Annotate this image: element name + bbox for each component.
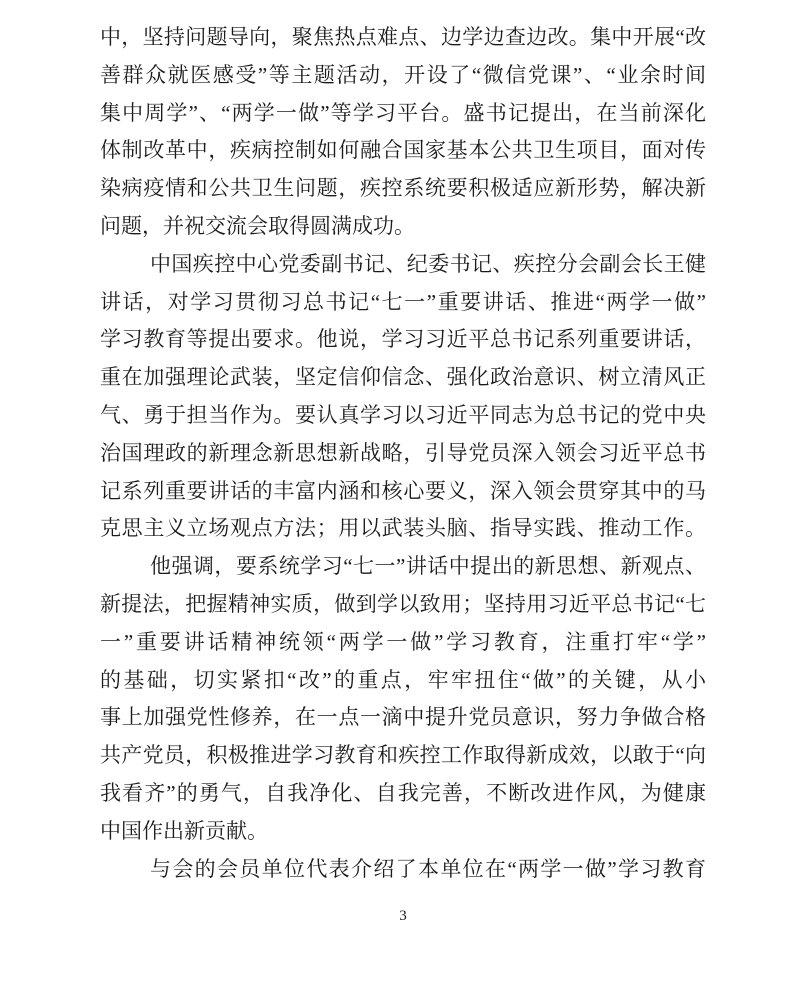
text-line: 染病疫情和公共卫生问题，疾控系统要积极适应新形势，解决新 (100, 176, 706, 201)
text-line: 中国疾控中心党委副书记、纪委书记、疾控分会副会长王健 (150, 251, 706, 276)
text-line: 克思主义立场观点方法；用以武装头脑、指导实践、推动工作。 (100, 516, 706, 541)
text-line: 问题，并祝交流会取得圆满成功。 (100, 213, 415, 238)
text-line: 的基础，切实紧扣“改”的重点，牢牢扭住“做”的关键，从小 (100, 667, 706, 692)
text-line: 新提法，把握精神实质，做到学以致用；坚持用习近平总书记“七 (100, 591, 706, 616)
text-line: 气、勇于担当作为。要认真学习以习近平同志为总书记的党中央 (100, 402, 706, 427)
text-line: 集中周学”、“两学一做”等学习平台。盛书记提出，在当前深化 (100, 100, 706, 125)
text-line: 与会的会员单位代表介绍了本单位在“两学一做”学习教育 (150, 856, 706, 881)
text-line: 他强调，要系统学习“七一”讲话中提出的新思想、新观点、 (150, 554, 706, 579)
text-line: 中，坚持问题导向，聚焦热点难点、边学边查边改。集中开展“改 (100, 25, 706, 49)
text-line: 讲话，对学习贯彻习总书记“七一”重要讲话、推进“两学一做” (100, 289, 706, 314)
text-line: 记系列重要讲话的丰富内涵和核心要义，深入领会贯穿其中的马 (100, 478, 706, 503)
text-line: 共产党员，积极推进学习教育和疾控工作取得新成效，以敢于“向 (100, 743, 706, 768)
text-line: 重在加强理论武装，坚定信仰信念、强化政治意识、树立清风正 (100, 365, 706, 390)
text-line: 善群众就医感受”等主题活动，开设了“微信党课”、“业余时间 (100, 62, 706, 87)
document-body (100, 19, 706, 888)
text-line: 一”重要讲话精神统领“两学一做”学习教育，注重打牢“学” (100, 629, 706, 654)
text-line: 我看齐”的勇气，自我净化、自我完善，不断改进作风，为健康 (100, 780, 706, 805)
text-line: 学习教育等提出要求。他说，学习习近平总书记系列重要讲话， (100, 327, 706, 352)
text-line: 中国作出新贡献。 (100, 818, 268, 843)
text-line: 治国理政的新理念新思想新战略，引导党员深入领会习近平总书 (100, 440, 706, 465)
text-line: 体制改革中，疾病控制如何融合国家基本公共卫生项目，面对传 (100, 138, 706, 163)
page-number: 3 (399, 908, 407, 924)
text-line: 事上加强党性修养，在一点一滴中提升党员意识，努力争做合格 (100, 705, 706, 730)
